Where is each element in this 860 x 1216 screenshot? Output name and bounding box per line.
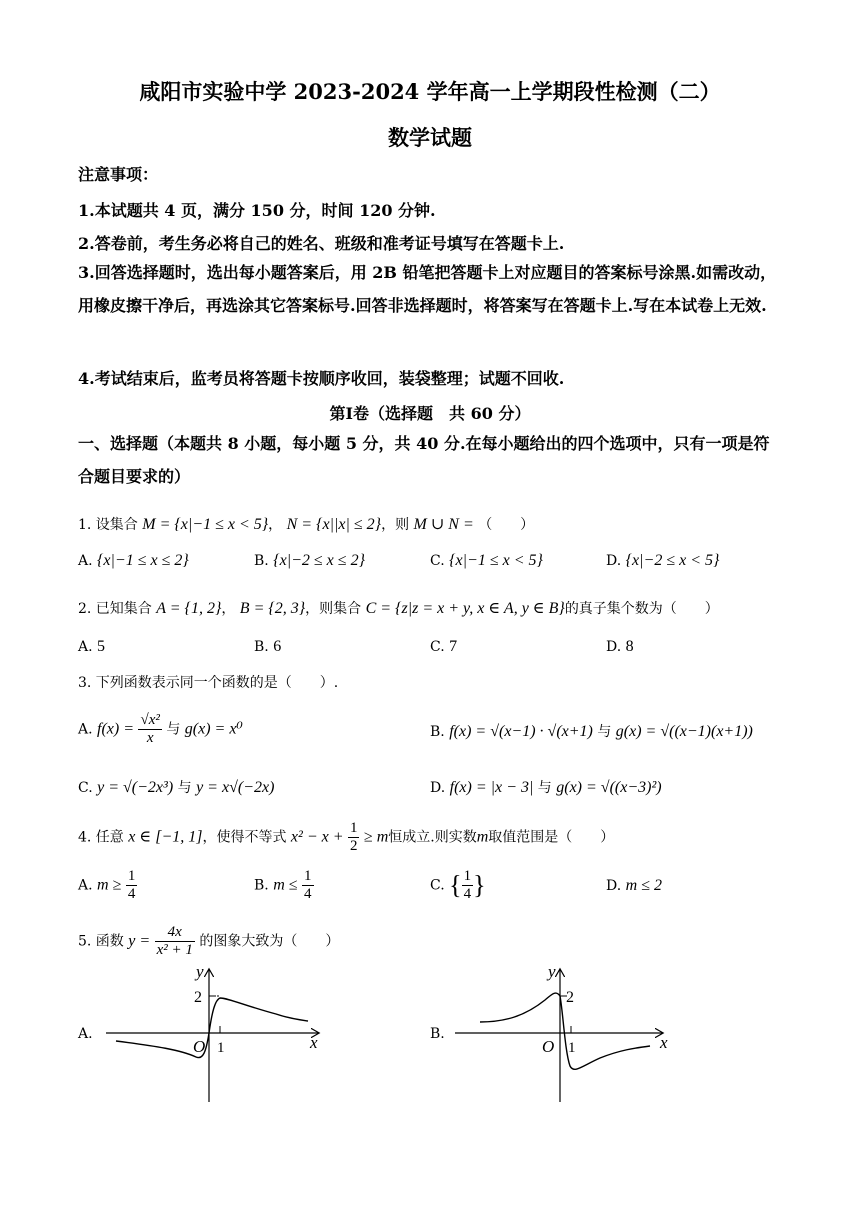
part-heading: 一、选择题（本题共 8 小题，每小题 5 分，共 40 分.在每小题给出的四个选项中，只有一项是符合题目要求的） <box>78 434 770 486</box>
q2-prefix: 2. 已知集合 <box>78 601 152 617</box>
tick-y-label: 2 <box>566 989 574 1006</box>
notice-item-4: 4.考试结束后，监考员将答题卡按顺序收回，装袋整理；试题不回收. <box>78 369 565 388</box>
origin-label: O <box>193 1037 206 1056</box>
q1-suffix: ，则 <box>381 517 410 533</box>
fraction-denominator: 4 <box>463 886 472 902</box>
option-text: {x|−2 ≤ x < 5} <box>625 552 720 569</box>
notice-item-3: 3.回答选择题时，选出每小题答案后，用 2B 铅笔把答题卡上对应题目的答案标号涂黑.如需改动，用橡皮擦干净后，再选涂其它答案标号.回答非选择题时，将答案写在答题卡上.写在本试卷上无效. <box>78 263 777 315</box>
option-text: m ≤ 2 <box>625 877 662 894</box>
fraction-numerator: 4x <box>155 924 195 942</box>
fraction-numerator: √x² <box>140 712 160 728</box>
q1-blank: （ ） <box>478 517 535 533</box>
q4-suffix: 取值范围是（ ） <box>488 829 615 846</box>
q1-prefix: 1. 设集合 <box>78 517 138 533</box>
fraction-numerator: 1 <box>304 868 312 884</box>
fraction-denominator: x² + 1 <box>156 942 193 958</box>
q2-sep: ， <box>221 601 236 617</box>
q1-option-a <box>78 552 189 570</box>
question-4 <box>78 820 614 855</box>
y-label: y <box>196 962 204 981</box>
q1-set-n: N = {x||x| ≤ 2} <box>286 516 382 533</box>
q4-mid1: ，使得不等式 <box>202 829 287 846</box>
option-text: 7 <box>449 638 458 655</box>
q1-sep: ， <box>268 517 283 533</box>
q2-suffix: 的真子集个数为（ ） <box>564 601 719 617</box>
notice-heading: 注意事项： <box>78 165 159 184</box>
q2-set-a: A = {1, 2} <box>156 600 222 617</box>
q3a-left: f(x) = <box>97 720 135 738</box>
q3b-joiner: 与 <box>597 724 612 740</box>
q4-mid2: 恒成立.则实数 <box>388 829 477 846</box>
fraction-denominator: 4 <box>304 886 312 902</box>
q3d-left: f(x) = |x − 3| <box>449 779 534 796</box>
question-1 <box>78 514 534 534</box>
function-curve <box>480 993 650 1069</box>
q4-option-d <box>606 877 662 895</box>
fraction-numerator: 1 <box>463 868 472 884</box>
q3b-left: f(x) = √(x−1) · √(x+1) <box>449 723 593 740</box>
question-5 <box>78 924 339 959</box>
fraction-denominator: 2 <box>349 838 358 854</box>
tick-y-label: 2 <box>194 989 202 1006</box>
option-label: C. <box>430 553 445 569</box>
q2-option-b <box>254 638 281 656</box>
q5-graph-b <box>450 962 680 1107</box>
q2-option-d <box>606 638 634 656</box>
y-label: y <box>548 962 556 981</box>
q3-option-c <box>78 777 274 797</box>
q2-option-a <box>78 638 105 656</box>
q1-option-b <box>254 552 365 570</box>
q3a-right: g(x) = x⁰ <box>184 720 243 738</box>
option-label: B. <box>254 639 269 655</box>
fraction-numerator: 1 <box>127 868 136 884</box>
q2-set-c: C = {z|z = x + y, x ∈ A, y ∈ B} <box>365 600 565 617</box>
q3-option-a <box>78 712 243 747</box>
q5-prefix: 5. 函数 <box>78 933 124 950</box>
option-text: 5 <box>97 638 106 655</box>
question-3: 3. 下列函数表示同一个函数的是（ ）. <box>78 675 339 691</box>
q4-half-fraction <box>348 820 360 855</box>
q4-option-b <box>254 868 314 903</box>
q1-set-m: M = {x|−1 ≤ x < 5} <box>142 516 269 533</box>
q4-var: m <box>476 828 489 846</box>
option-text: m ≤ <box>273 876 298 894</box>
option-label: B. <box>254 877 269 894</box>
origin-label: O <box>542 1037 555 1056</box>
option-text: {x|−1 ≤ x < 5} <box>449 552 543 569</box>
q5-option-a-label: A. <box>78 1026 93 1042</box>
x-label: x <box>310 1033 318 1052</box>
q3c-right: y = x√(−2x) <box>196 779 275 796</box>
q2-set-b: B = {2, 3} <box>239 600 306 617</box>
q1-option-d <box>606 552 719 570</box>
fraction-denominator: x <box>146 730 154 746</box>
q1-option-c <box>430 552 543 570</box>
fraction-denominator: 4 <box>127 886 136 902</box>
option-label: A. <box>78 639 93 655</box>
option-label: C. <box>430 639 445 655</box>
function-curve <box>116 998 308 1058</box>
exam-subtitle: 数学试题 <box>388 125 472 150</box>
q4-option-c <box>430 868 486 903</box>
option-label: B. <box>430 724 445 740</box>
option-fraction <box>302 868 314 903</box>
brace-left: { <box>449 870 462 900</box>
q3d-right: g(x) = √((x−3)²) <box>556 779 662 796</box>
q3c-joiner: 与 <box>177 780 192 796</box>
option-text: m ≥ <box>97 876 122 894</box>
question-2 <box>78 598 719 618</box>
q3d-joiner: 与 <box>537 780 552 796</box>
option-label: A. <box>78 721 93 738</box>
q4-prefix: 4. 任意 <box>78 829 124 846</box>
option-label: D. <box>606 878 622 894</box>
option-label: A. <box>78 877 93 894</box>
fraction-numerator: 1 <box>349 820 358 836</box>
option-label: C. <box>430 877 445 894</box>
q5-func-left: y = <box>128 932 151 950</box>
tick-x-label: 1 <box>217 1040 225 1056</box>
option-label: D. <box>606 553 622 569</box>
exam-title: 咸阳市实验中学 2023-2024 学年高一上学期段性检测（二） <box>139 79 721 104</box>
option-fraction <box>126 868 138 903</box>
q4-ineq-left: x² − x + <box>290 828 344 846</box>
option-label: A. <box>78 553 93 569</box>
notice-item-1: 1.本试题共 4 页，满分 150 分，时间 120 分钟. <box>78 201 436 220</box>
q2-option-c <box>430 638 457 656</box>
q5-option-b-label: B. <box>430 1026 445 1042</box>
q3a-fraction <box>138 712 161 747</box>
q3-option-d <box>430 777 662 797</box>
option-label: D. <box>430 780 446 796</box>
option-label: D. <box>606 639 622 655</box>
q3a-joiner: 与 <box>166 721 181 738</box>
x-label: x <box>660 1033 668 1052</box>
q5-suffix: 的图象大致为（ ） <box>199 933 340 950</box>
q5-fraction <box>155 924 195 959</box>
option-label: B. <box>254 553 269 569</box>
section-title: 第Ⅰ卷（选择题 共 60 分） <box>329 404 531 423</box>
option-text: {x|−1 ≤ x ≤ 2} <box>97 552 189 569</box>
q3c-left: y = √(−2x³) <box>97 779 174 796</box>
q1-union: M ∪ N = <box>413 516 474 533</box>
tick-x-label: 1 <box>568 1040 576 1056</box>
option-text: {x|−2 ≤ x ≤ 2} <box>273 552 365 569</box>
q5-graph-a <box>96 962 336 1107</box>
q4-option-a <box>78 868 137 903</box>
q4-condition: x ∈ [−1, 1] <box>128 828 203 846</box>
notice-item-2: 2.答卷前，考生务必将自己的姓名、班级和准考证号填写在答题卡上. <box>78 234 565 253</box>
q2-mid: ，则集合 <box>305 601 362 617</box>
q4-ineq-right: ≥ m <box>363 828 389 846</box>
q3-option-b <box>430 721 753 741</box>
option-text: 8 <box>625 638 634 655</box>
option-label: C. <box>78 780 93 796</box>
brace-right: } <box>473 870 486 900</box>
q3b-right: g(x) = √((x−1)(x+1)) <box>615 723 753 740</box>
option-fraction <box>462 868 474 903</box>
option-text: 6 <box>273 638 282 655</box>
